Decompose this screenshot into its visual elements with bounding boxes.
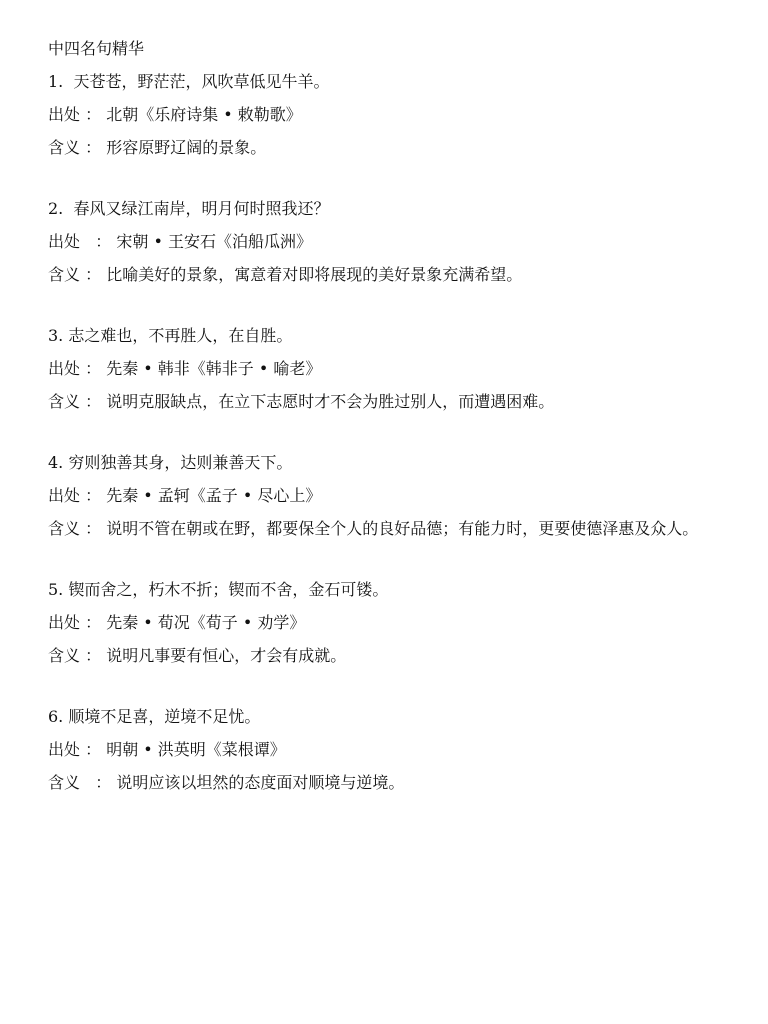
quote-entry-6 xyxy=(48,705,720,795)
quote-meaning: 说明克服缺点，在立下志愿时才不会为胜过别人，而遭遇困难。 xyxy=(106,392,555,411)
source-label: 出处 ： xyxy=(48,232,112,251)
quote-source-line xyxy=(48,357,720,381)
source-label: 出处 ： xyxy=(48,740,102,759)
quote-meaning-line xyxy=(48,771,720,795)
meaning-label: 含义 ： xyxy=(48,392,102,411)
quote-entry-1 xyxy=(48,70,720,160)
quote-source-line xyxy=(48,738,720,762)
quote-sentence: 2. 春风又绿江南岸，明月何时照我还？ xyxy=(48,199,330,218)
quote-entry-5 xyxy=(48,578,720,668)
quote-sentence: 5. 锲而舍之，朽木不折；锲而不舍，金石可镂。 xyxy=(48,580,389,599)
quote-sentence: 3. 志之难也，不再胜人，在自胜。 xyxy=(48,326,293,345)
quote-source: 明朝 • 洪英明《菜根谭》 xyxy=(106,740,286,759)
quote-source: 先秦 • 荀况《荀子 • 劝学》 xyxy=(106,613,306,632)
source-label: 出处 ： xyxy=(48,486,102,505)
meaning-label: 含义 ： xyxy=(48,138,102,157)
meaning-label: 含义 ： xyxy=(48,519,102,538)
quote-source: 北朝《乐府诗集 • 敕勒歌》 xyxy=(106,105,302,124)
meaning-label: 含义 ： xyxy=(48,773,112,792)
quote-sentence: 1. 天苍苍，野茫茫，风吹草低见牛羊。 xyxy=(48,72,330,91)
quote-source-line xyxy=(48,230,720,254)
quote-meaning-line xyxy=(48,390,720,414)
quote-meaning: 比喻美好的景象，寓意着对即将展现的美好景象充满希望。 xyxy=(106,265,523,284)
source-label: 出处 ： xyxy=(48,613,102,632)
meaning-label: 含义 ： xyxy=(48,265,102,284)
quote-source: 先秦 • 孟轲《孟子 • 尽心上》 xyxy=(106,486,322,505)
quote-meaning-line xyxy=(48,644,720,668)
source-label: 出处 ： xyxy=(48,105,102,124)
document-page xyxy=(48,38,720,832)
quote-sentence: 6. 顺境不足喜，逆境不足忧。 xyxy=(48,707,261,726)
quote-meaning: 形容原野辽阔的景象。 xyxy=(106,138,267,157)
quote-entry-3 xyxy=(48,324,720,414)
quote-meaning: 说明凡事要有恒心，才会有成就。 xyxy=(106,646,347,665)
quote-meaning: 说明应该以坦然的态度面对顺境与逆境。 xyxy=(116,773,405,792)
document-title: 中四名句精华 xyxy=(48,39,145,58)
quote-meaning-line xyxy=(48,263,720,287)
quote-source-line xyxy=(48,103,720,127)
quote-source: 先秦 • 韩非《韩非子 • 喻老》 xyxy=(106,359,322,378)
quote-source-line xyxy=(48,484,720,508)
source-label: 出处 ： xyxy=(48,359,102,378)
quote-sentence: 4. 穷则独善其身，达则兼善天下。 xyxy=(48,453,293,472)
quote-source-line xyxy=(48,611,720,635)
quote-entry-4 xyxy=(48,451,720,541)
quote-entry-2 xyxy=(48,197,720,287)
quote-source: 宋朝 • 王安石《泊船瓜洲》 xyxy=(116,232,312,251)
quote-meaning-line xyxy=(48,136,720,160)
meaning-label: 含义 ： xyxy=(48,646,102,665)
quote-meaning: 说明不管在朝或在野，都要保全个人的良好品德；有能力时，更要使德泽惠及众人。 xyxy=(106,519,699,538)
quote-meaning-line xyxy=(48,517,720,541)
